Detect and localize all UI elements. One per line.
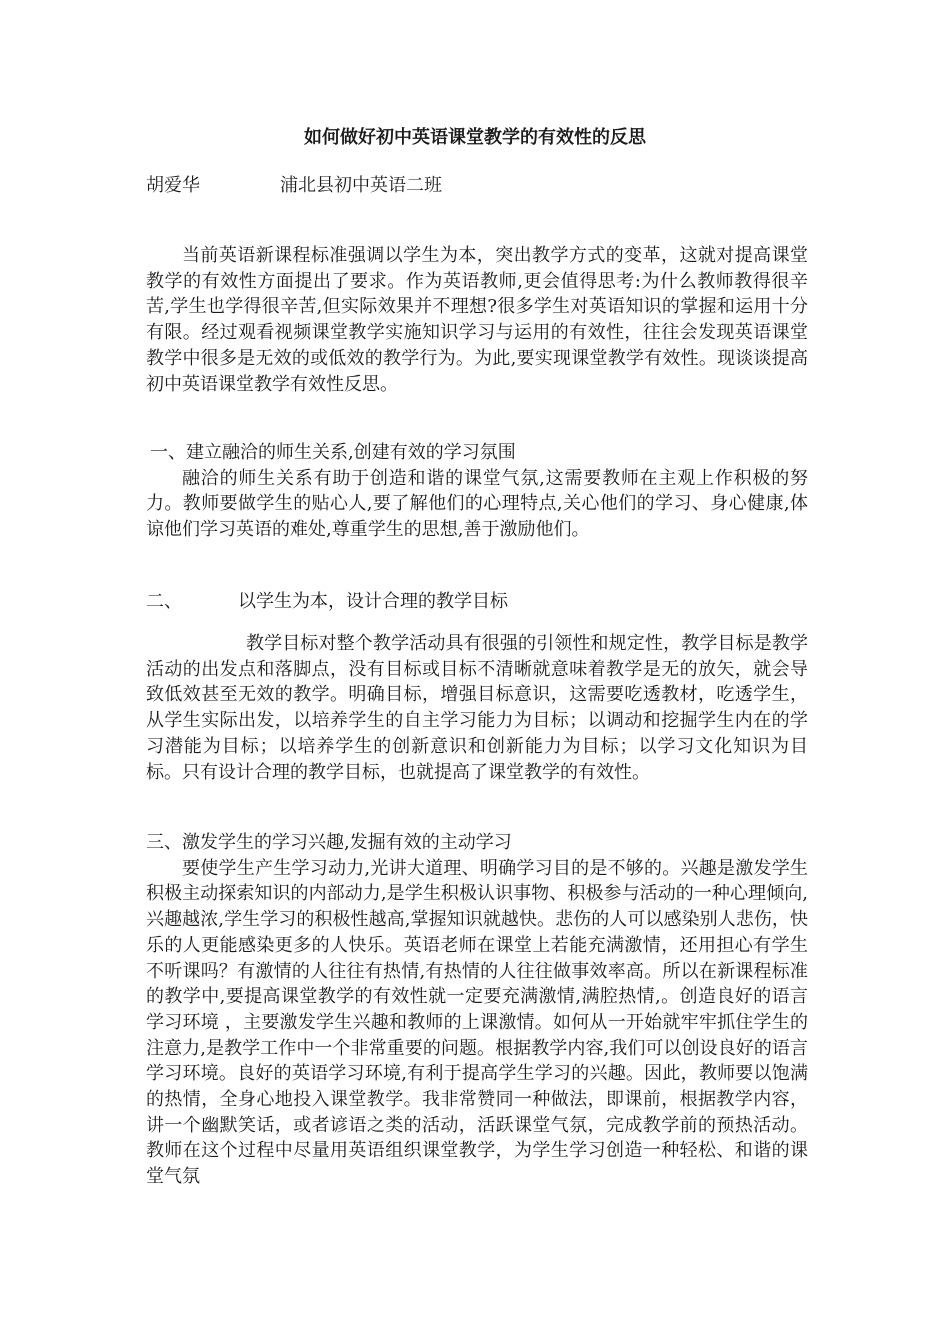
section-2 (146, 589, 808, 615)
section-2-heading-line (146, 589, 808, 615)
intro-block (146, 243, 808, 397)
section-1 (146, 440, 808, 543)
intro-paragraph: 当前英语新课程标准强调以学生为本，突出教学方式的变革，这就对提高课堂教学的有效性方面提出了要求。作为英语教师,更会值得思考:为什么教师教得很辛苦,学生也学得很辛苦,但实际效果并不理想?很多学生对英语知识的掌握和运用十分有限。经过观看视频课堂教学实施知识学习与运用的有效性，往往会发现英语课堂教学中很多是无效的或低效的教学行为。为此,要实现课堂教学有效性。现谈谈提高初中英语课堂教学有效性反思。 (146, 245, 808, 395)
section-2-body: 教学目标对整个教学活动具有很强的引领性和规定性，教学目标是教学活动的出发点和落脚点，没有目标或目标不清晰就意味着教学是无的放矢，就会导致低效甚至无效的教学。明确目标，增强目标意识，这需要吃透教材，吃透学生，从学生实际出发，以培养学生的自主学习能力为目标；以调动和挖掘学生内在的学习潜能为目标；以培养学生的创新意识和创新能力为目标；以学习文化知识为目标。只有设计合理的教学目标，也就提高了课堂教学的有效性。 (146, 633, 808, 783)
section-3-heading: 三、激发学生的学习兴趣,发掘有效的主动学习 (146, 832, 512, 853)
section-3-body: 要使学生产生学习动力,光讲大道理、明确学习目的是不够的。兴趣是激发学生积极主动探索知识的内部动力,是学生积极认识事物、积极参与活动的一种心理倾向,兴趣越浓,学生学习的积极性越高,掌握知识就越快。悲伤的人可以感染别人悲伤，快乐的人更能感染更多的人快乐。英语老师在课堂上若能充满激情，还用担心有学生不听课吗？有激情的人往往有热情,有热情的人往往做事效率高。所以在新课程标准的教学中,要提高课堂教学的有效性就一定要充满激情,满腔热情,。创造良好的语言学习环境 ，主要激发学生兴趣和教师的上课激情。如何从一开始就牢牢抓住学生的注意力,是教学工作中一个非常重要的问题。根据教学内容,我们可以创设良好的语言学习环境。良好的英语学习环境,有利于提高学生学习的兴趣。因此，教师要以饱满的热情，全身心地投入课堂教学。我非常赞同一种做法，即课前，根据教学内容，讲一个幽默笑话，或者谚语之类的活动，活跃课堂气氛，完成教学前的预热活动。教师在这个过程中尽量用英语组织课堂教学，为学生学习创造一种轻松、和谐的课堂气氛 (146, 857, 808, 1188)
section-3 (146, 830, 808, 1190)
section-2-number: 二、 (146, 591, 182, 612)
section-2-heading: 以学生为本，设计合理的教学目标 (238, 591, 508, 612)
author-name: 胡爱华 (146, 175, 200, 196)
section-1-heading: 一、建立融洽的师生关系,创建有效的学习氛围 (150, 442, 516, 463)
document-title: 如何做好初中英语课堂教学的有效性的反思 (304, 127, 646, 148)
section-1-body: 融洽的师生关系有助于创造和谐的课堂气氛,这需要教师在主观上作积极的努力。教师要做学生的贴心人,要了解他们的心理特点,关心他们的学习、身心健康,体谅他们学习英语的难处,尊重学生的思想,善于激励他们。 (146, 467, 808, 541)
author-school: 浦北县初中英语二班 (280, 175, 442, 196)
author-line (146, 172, 442, 200)
section-2-body-block (146, 631, 808, 785)
